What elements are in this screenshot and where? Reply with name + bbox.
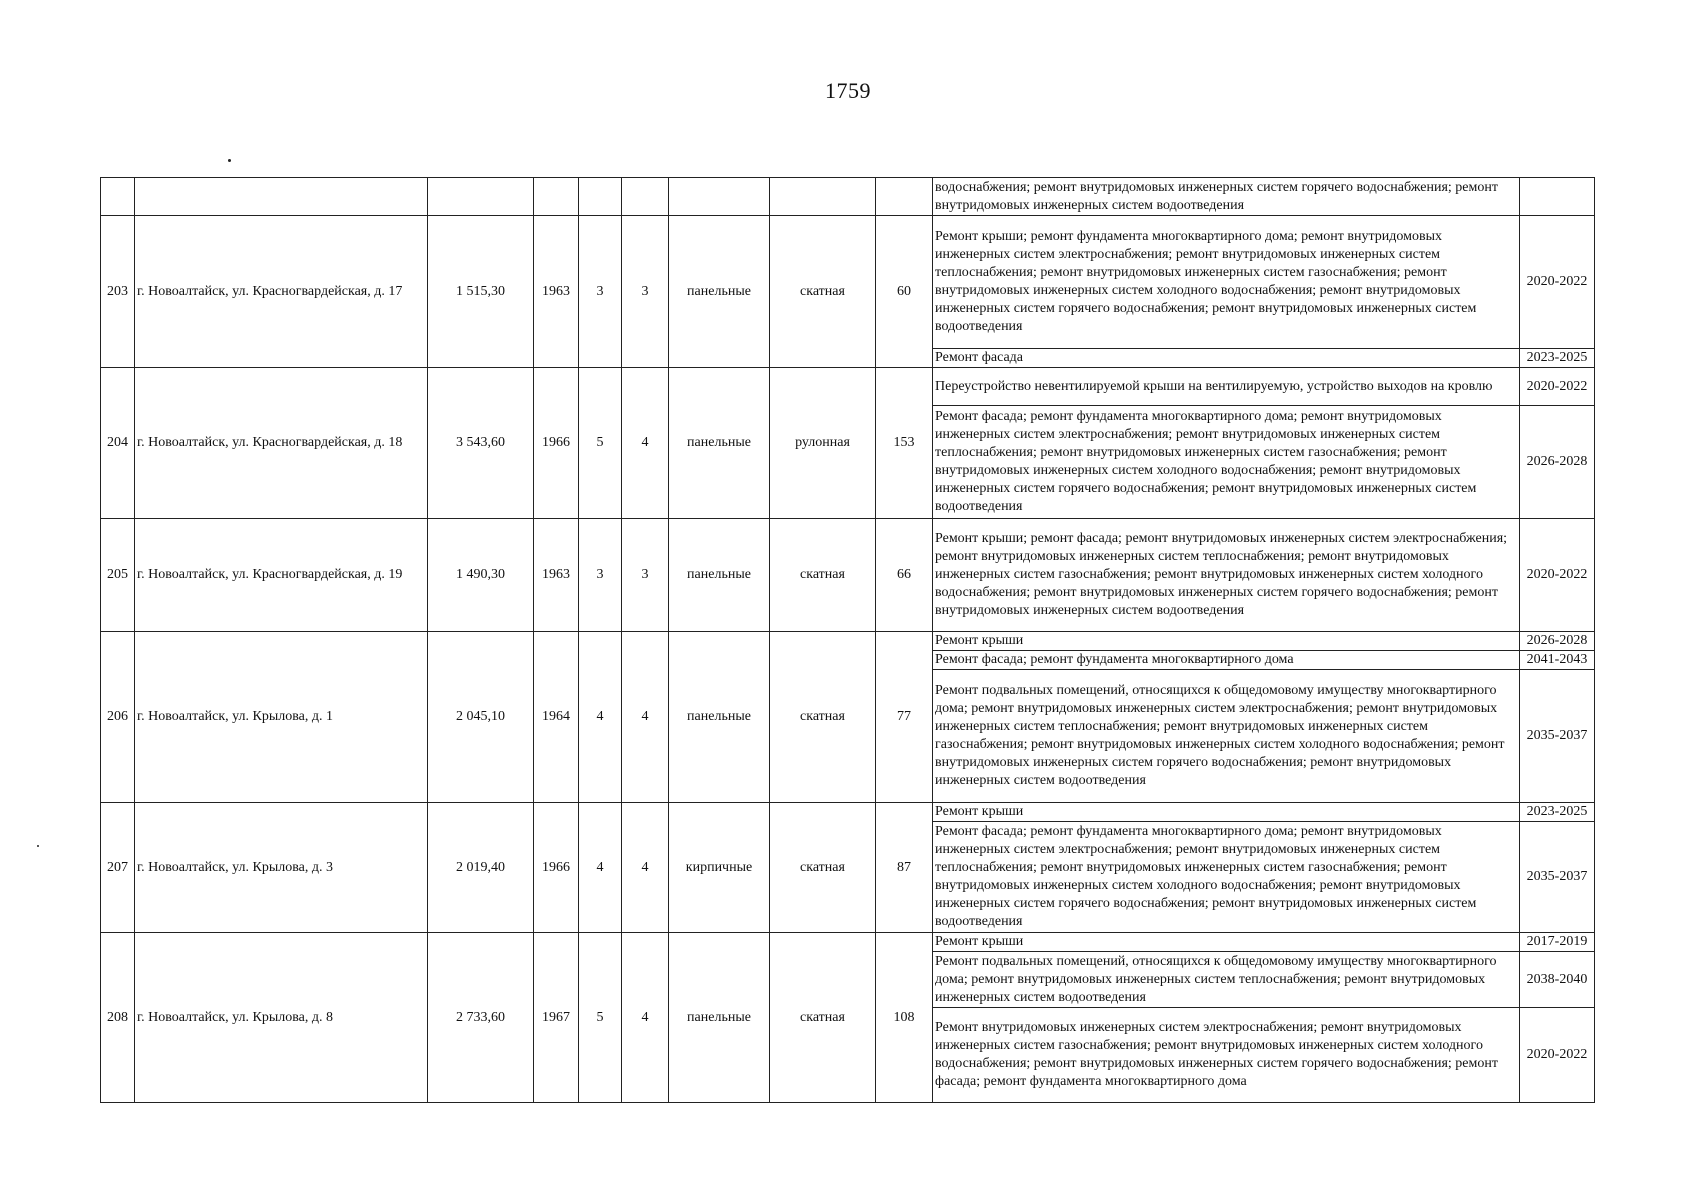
house-number-cell: 203: [101, 216, 135, 368]
work-description-cell: Ремонт крыши; ремонт фасада; ремонт внутридомовых инженерных систем электроснабжения; ремонт внутридомовых инженерных систем теплоснабжения; ремонт внутридомовых инженерных систем газоснабжения; ремонт внутридомовых инженерных систем холодного водоснабжения; ремонт внутридомовых инженерных систем горячего водоснабжения; ремонт внутридомовых инженерных систем водоотведения: [933, 519, 1520, 632]
house-number-cell: 208: [101, 933, 135, 1103]
work-description-cell: Ремонт подвальных помещений, относящихся к общедомовому имуществу многоквартирного дома; ремонт внутридомовых инженерных систем теплоснабжения; ремонт внутридомовых инженерных систем водоотведения: [933, 952, 1520, 1008]
floors-cell: 4: [579, 803, 622, 933]
address-cell: [135, 178, 428, 216]
flats-count-cell: 108: [876, 933, 933, 1103]
work-description-cell: Ремонт фасада; ремонт фундамента многоквартирного дома: [933, 651, 1520, 670]
wall-material-cell: кирпичные: [669, 803, 770, 933]
year-cell: 1964: [534, 632, 579, 803]
flats-count-cell: 87: [876, 803, 933, 933]
roof-type-cell: [770, 178, 876, 216]
house-number-cell: 205: [101, 519, 135, 632]
roof-type-cell: скатная: [770, 632, 876, 803]
table-row: [101, 368, 1595, 406]
work-period-cell: 2023-2025: [1520, 349, 1595, 368]
work-description-cell: Ремонт крыши; ремонт фундамента многоквартирного дома; ремонт внутридомовых инженерных систем электроснабжения; ремонт внутридомовых инженерных систем теплоснабжения; ремонт внутридомовых инженерных систем газоснабжения; ремонт внутридомовых инженерных систем холодного водоснабжения; ремонт внутридомовых инженерных систем горячего водоснабжения; ремонт внутридомовых инженерных систем водоотведения: [933, 216, 1520, 349]
work-period-cell: 2017-2019: [1520, 933, 1595, 952]
roof-type-cell: скатная: [770, 216, 876, 368]
entrances-cell: 4: [622, 803, 669, 933]
capital-repair-table: [100, 177, 1595, 1103]
work-period-cell: 2026-2028: [1520, 406, 1595, 519]
wall-material-cell: панельные: [669, 632, 770, 803]
wall-material-cell: панельные: [669, 519, 770, 632]
floors-cell: 4: [579, 632, 622, 803]
entrances-cell: 4: [622, 632, 669, 803]
table-row: [101, 803, 1595, 822]
work-description-cell: Ремонт крыши: [933, 803, 1520, 822]
address-cell: г. Новоалтайск, ул. Красногвардейская, д. 18: [135, 368, 428, 519]
area-cell: [428, 178, 534, 216]
address-cell: г. Новоалтайск, ул. Крылова, д. 3: [135, 803, 428, 933]
table-row: [101, 216, 1595, 349]
work-description-cell: Ремонт крыши: [933, 933, 1520, 952]
entrances-cell: 4: [622, 933, 669, 1103]
work-description-cell: Ремонт внутридомовых инженерных систем электроснабжения; ремонт внутридомовых инженерных систем газоснабжения; ремонт внутридомовых инженерных систем холодного водоснабжения; ремонт внутридомовых инженерных систем горячего водоснабжения; ремонт фасада; ремонт фундамента многоквартирного дома: [933, 1008, 1520, 1103]
work-period-cell: [1520, 178, 1595, 216]
year-cell: 1963: [534, 216, 579, 368]
work-period-cell: 2035-2037: [1520, 822, 1595, 933]
roof-type-cell: скатная: [770, 519, 876, 632]
flats-count-cell: 153: [876, 368, 933, 519]
year-cell: 1967: [534, 933, 579, 1103]
house-number-cell: [101, 178, 135, 216]
table-row: [101, 933, 1595, 952]
house-number-cell: 204: [101, 368, 135, 519]
work-period-cell: 2020-2022: [1520, 1008, 1595, 1103]
address-cell: г. Новоалтайск, ул. Крылова, д. 1: [135, 632, 428, 803]
table-row: [101, 178, 1595, 216]
roof-type-cell: рулонная: [770, 368, 876, 519]
house-number-cell: 206: [101, 632, 135, 803]
scan-dot-top: [228, 159, 231, 162]
work-period-cell: 2020-2022: [1520, 368, 1595, 406]
area-cell: 2 045,10: [428, 632, 534, 803]
floors-cell: 5: [579, 368, 622, 519]
work-period-cell: 2023-2025: [1520, 803, 1595, 822]
area-cell: 3 543,60: [428, 368, 534, 519]
floors-cell: 5: [579, 933, 622, 1103]
wall-material-cell: панельные: [669, 216, 770, 368]
year-cell: 1966: [534, 368, 579, 519]
wall-material-cell: [669, 178, 770, 216]
year-cell: 1963: [534, 519, 579, 632]
wall-material-cell: панельные: [669, 368, 770, 519]
work-period-cell: 2020-2022: [1520, 519, 1595, 632]
entrances-cell: [622, 178, 669, 216]
flats-count-cell: 77: [876, 632, 933, 803]
house-number-cell: 207: [101, 803, 135, 933]
entrances-cell: 4: [622, 368, 669, 519]
scan-dot-left: [37, 845, 39, 847]
work-description-cell: Ремонт крыши: [933, 632, 1520, 651]
year-cell: 1966: [534, 803, 579, 933]
work-period-cell: 2026-2028: [1520, 632, 1595, 651]
floors-cell: [579, 178, 622, 216]
flats-count-cell: 66: [876, 519, 933, 632]
work-description-cell: Ремонт фасада; ремонт фундамента многоквартирного дома; ремонт внутридомовых инженерных систем электроснабжения; ремонт внутридомовых инженерных систем теплоснабжения; ремонт внутридомовых инженерных систем газоснабжения; ремонт внутридомовых инженерных систем холодного водоснабжения; ремонт внутридомовых инженерных систем горячего водоснабжения; ремонт внутридомовых инженерных систем водоотведения: [933, 822, 1520, 933]
page-number: 1759: [825, 78, 871, 103]
area-cell: 1 490,30: [428, 519, 534, 632]
wall-material-cell: панельные: [669, 933, 770, 1103]
work-description-cell: водоснабжения; ремонт внутридомовых инженерных систем горячего водоснабжения; ремонт внутридомовых инженерных систем водоотведения: [933, 178, 1520, 216]
flats-count-cell: [876, 178, 933, 216]
area-cell: 1 515,30: [428, 216, 534, 368]
floors-cell: 3: [579, 216, 622, 368]
entrances-cell: 3: [622, 519, 669, 632]
work-period-cell: 2041-2043: [1520, 651, 1595, 670]
roof-type-cell: скатная: [770, 803, 876, 933]
address-cell: г. Новоалтайск, ул. Крылова, д. 8: [135, 933, 428, 1103]
entrances-cell: 3: [622, 216, 669, 368]
area-cell: 2 733,60: [428, 933, 534, 1103]
flats-count-cell: 60: [876, 216, 933, 368]
work-description-cell: Ремонт фасада: [933, 349, 1520, 368]
table-row: [101, 632, 1595, 651]
work-period-cell: 2020-2022: [1520, 216, 1595, 349]
table-row: [101, 519, 1595, 632]
address-cell: г. Новоалтайск, ул. Красногвардейская, д. 17: [135, 216, 428, 368]
year-cell: [534, 178, 579, 216]
address-cell: г. Новоалтайск, ул. Красногвардейская, д. 19: [135, 519, 428, 632]
table-body: [101, 178, 1595, 1103]
roof-type-cell: скатная: [770, 933, 876, 1103]
floors-cell: 3: [579, 519, 622, 632]
work-description-cell: Переустройство невентилируемой крыши на вентилируемую, устройство выходов на кровлю: [933, 368, 1520, 406]
work-description-cell: Ремонт фасада; ремонт фундамента многоквартирного дома; ремонт внутридомовых инженерных систем электроснабжения; ремонт внутридомовых инженерных систем теплоснабжения; ремонт внутридомовых инженерных систем газоснабжения; ремонт внутридомовых инженерных систем холодного водоснабжения; ремонт внутридомовых инженерных систем горячего водоснабжения; ремонт внутридомовых инженерных систем водоотведения: [933, 406, 1520, 519]
work-period-cell: 2038-2040: [1520, 952, 1595, 1008]
work-period-cell: 2035-2037: [1520, 670, 1595, 803]
area-cell: 2 019,40: [428, 803, 534, 933]
work-description-cell: Ремонт подвальных помещений, относящихся к общедомовому имуществу многоквартирного дома; ремонт внутридомовых инженерных систем электроснабжения; ремонт внутридомовых инженерных систем теплоснабжения; ремонт внутридомовых инженерных систем газоснабжения; ремонт внутридомовых инженерных систем холодного водоснабжения; ремонт внутридомовых инженерных систем горячего водоснабжения; ремонт внутридомовых инженерных систем водоотведения: [933, 670, 1520, 803]
